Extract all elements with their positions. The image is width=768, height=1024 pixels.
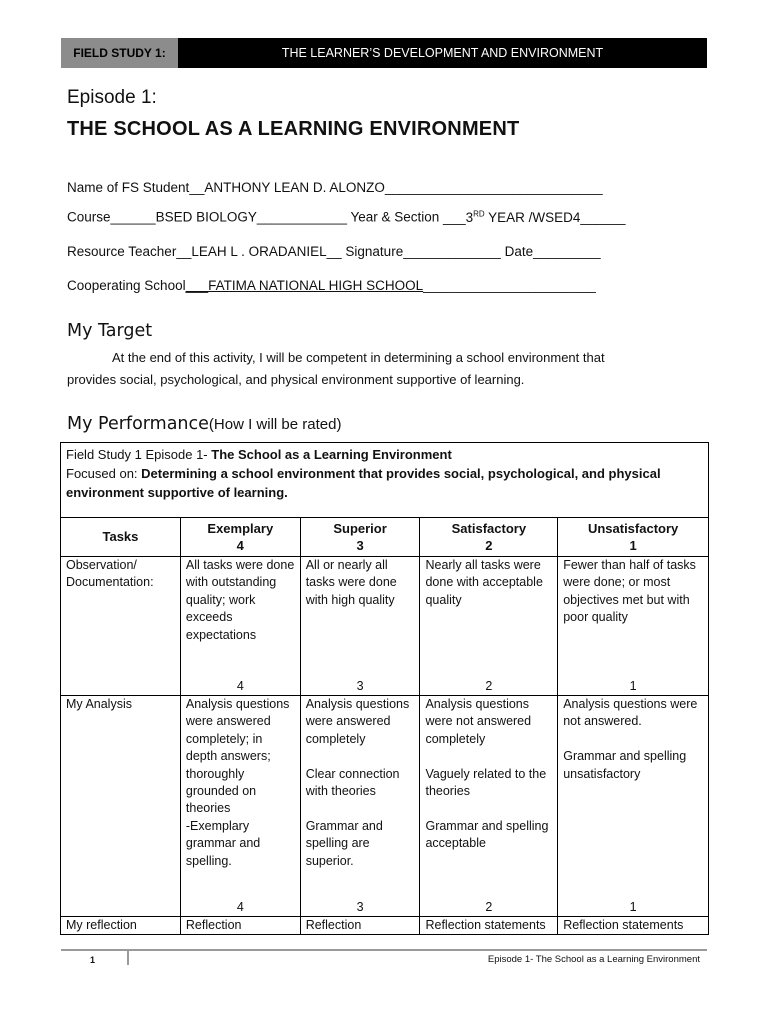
page-number: 1 xyxy=(90,955,96,965)
performance-heading: My Performance(How I will be rated) xyxy=(67,414,342,434)
rubric-table xyxy=(60,442,709,935)
rubric-criteria-cell: Nearly all tasks were done with acceptable quality 2 xyxy=(420,557,558,696)
rubric-header-superior: Superior 3 xyxy=(300,518,420,557)
footer-title: Episode 1- The School as a Learning Environment xyxy=(487,954,700,965)
rubric-header-row xyxy=(61,518,709,557)
rubric-task-cell: My Analysis xyxy=(61,696,181,917)
course-value: ______BSED BIOLOGY____________ xyxy=(110,209,347,225)
student-name-value: __ANTHONY LEAN D. ALONZO_____________________________ xyxy=(189,180,603,195)
rubric-criteria-cell: Analysis questions were answered completely Clear connection with theories Grammar and spelling are superior. 3 xyxy=(300,696,420,917)
rubric-task-cell: Observation/ Documentation: xyxy=(61,557,181,696)
rubric-criteria-cell: Analysis questions were not answered completely Vaguely related to the theories Grammar and spelling acceptable 2 xyxy=(420,696,558,917)
rubric-score: 3 xyxy=(356,678,364,693)
episode-label: Episode 1: xyxy=(67,87,157,108)
rubric-score: 1 xyxy=(629,678,637,693)
rubric-row xyxy=(61,696,709,917)
page-title: THE SCHOOL AS A LEARNING ENVIRONMENT xyxy=(67,118,520,140)
target-text-line2: provides social, psychological, and physical environment supportive of learning. xyxy=(67,372,525,387)
school-field: Cooperating School___FATIMA NATIONAL HIGH SCHOOL_______________________ xyxy=(67,278,596,293)
rubric-header-unsatisfactory: Unsatisfactory 1 xyxy=(558,518,709,557)
rubric-header-tasks: Tasks xyxy=(61,518,181,557)
target-heading: My Target xyxy=(67,321,153,341)
performance-subheading: (How I will be rated) xyxy=(208,416,342,433)
date-blank: _________ xyxy=(533,244,601,259)
rubric-score: 2 xyxy=(485,678,493,693)
rubric-score: 4 xyxy=(236,678,244,693)
rubric-criteria-cell: Reflection statements xyxy=(420,917,558,935)
rubric-body xyxy=(61,557,709,935)
rubric-score: 1 xyxy=(629,899,637,914)
rubric-criteria-cell: Fewer than half of tasks were done; or most objectives met but with poor quality 1 xyxy=(558,557,709,696)
footer-tick xyxy=(127,951,129,965)
signature-blank: _____________ xyxy=(403,244,501,259)
page-header xyxy=(61,38,707,68)
rubric-row xyxy=(61,557,709,696)
rubric-score: 2 xyxy=(485,899,493,914)
footer-rule xyxy=(61,949,707,951)
target-text-line1: At the end of this activity, I will be competent in determining a school environment that xyxy=(112,350,605,365)
rubric-criteria-cell: Reflection xyxy=(300,917,420,935)
rubric-header-satisfactory: Satisfactory 2 xyxy=(420,518,558,557)
rubric-header-exemplary: Exemplary 4 xyxy=(180,518,300,557)
student-name-field: Name of FS Student__ANTHONY LEAN D. ALONZO_____________________________ xyxy=(67,180,603,195)
header-course-label: FIELD STUDY 1: xyxy=(61,38,178,68)
rubric-intro: Field Study 1 Episode 1- The School as a Learning Environment Focused on: Determining a school environment that provides social, psychological, and physical environment supportive of learning. xyxy=(61,443,709,518)
rubric-task-cell: My reflection xyxy=(61,917,181,935)
rubric-criteria-cell: Analysis questions were not answered. Grammar and spelling unsatisfactory 1 xyxy=(558,696,709,917)
rubric-criteria-cell: Reflection statements xyxy=(558,917,709,935)
school-value: ___FATIMA NATIONAL HIGH SCHOOL xyxy=(185,278,424,293)
header-course-title: THE LEARNER’S DEVELOPMENT AND ENVIRONMENT xyxy=(178,38,707,68)
teacher-field: Resource Teacher__LEAH L . ORADANIEL__ Signature_____________ Date_________ xyxy=(67,244,601,259)
rubric-criteria-cell: All tasks were done with outstanding quality; work exceeds expectations 4 xyxy=(180,557,300,696)
course-field: Course______BSED BIOLOGY____________ Year & Section ___3RD YEAR /WSED4______ xyxy=(67,209,626,225)
rubric-criteria-cell: Reflection xyxy=(180,917,300,935)
year-section-value: ___3RD YEAR /WSED4______ xyxy=(443,209,626,225)
teacher-value: __LEAH L . ORADANIEL__ xyxy=(176,244,342,259)
rubric-score: 4 xyxy=(236,899,244,914)
rubric-score: 3 xyxy=(356,899,364,914)
rubric-criteria-cell: Analysis questions were answered completely; in depth answers; thoroughly grounded on theories -Exemplary grammar and spelling. 4 xyxy=(180,696,300,917)
rubric-row xyxy=(61,917,709,935)
rubric-criteria-cell: All or nearly all tasks were done with high quality 3 xyxy=(300,557,420,696)
